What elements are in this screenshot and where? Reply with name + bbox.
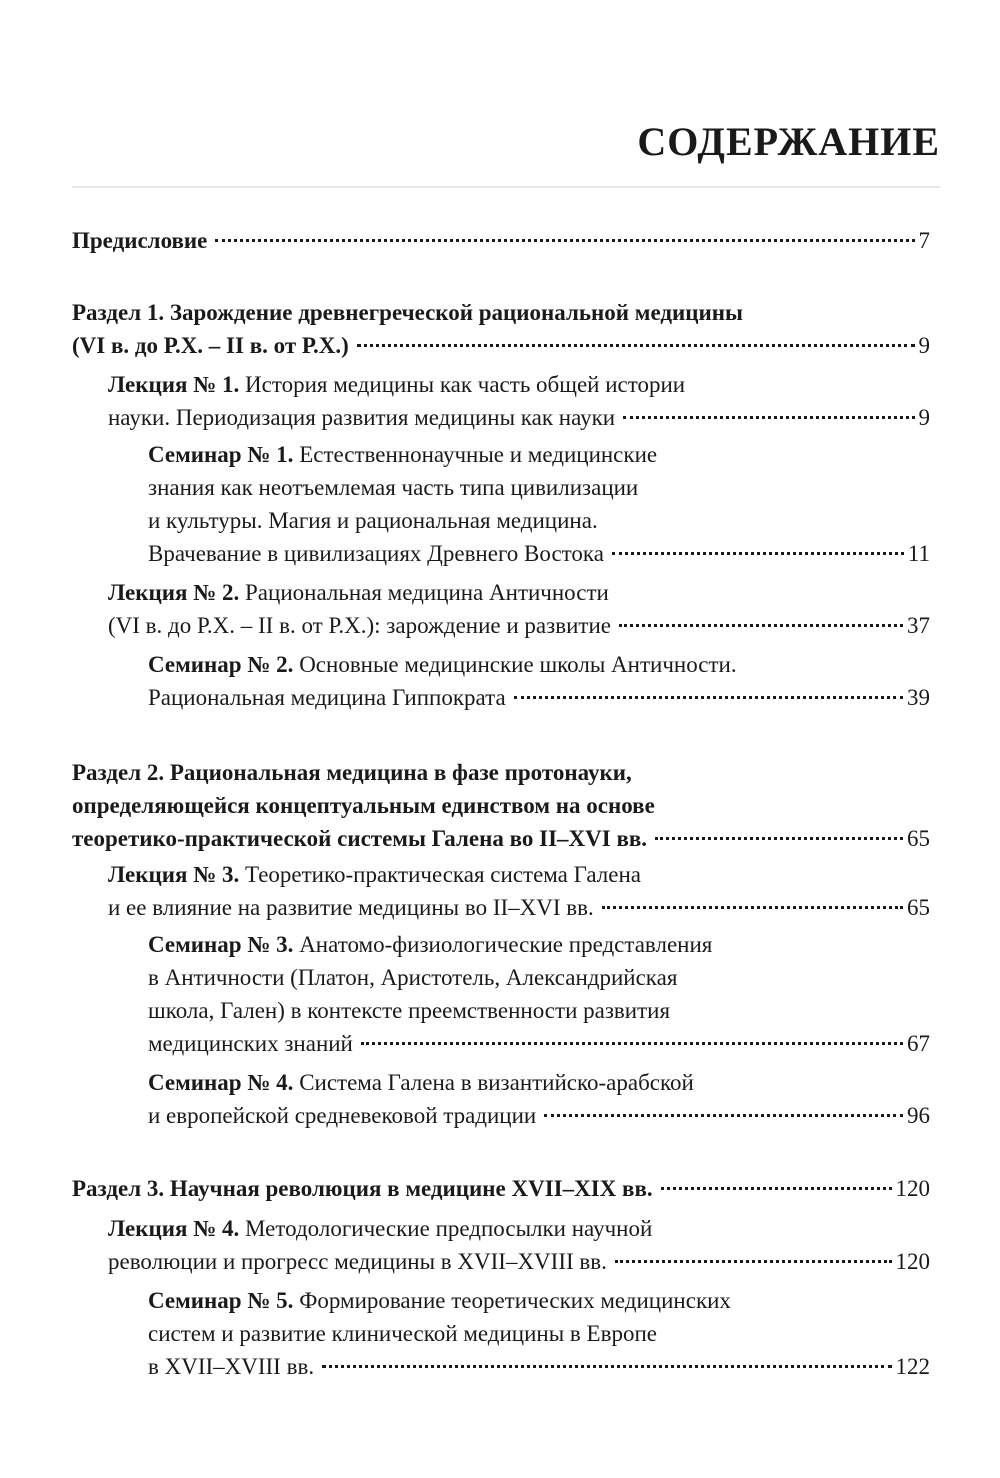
page-number: 65 <box>907 826 930 851</box>
toc-entry[interactable] <box>72 296 930 362</box>
page-number: 39 <box>907 685 930 710</box>
page-number: 7 <box>918 228 930 253</box>
toc-entry-line <box>148 1317 930 1350</box>
page-number: 96 <box>907 1103 930 1128</box>
toc-entry-line <box>148 1027 930 1060</box>
toc-entry-line <box>148 1350 930 1383</box>
page-number: 9 <box>918 333 930 358</box>
page-title: СОДЕРЖАНИЕ <box>637 119 940 164</box>
toc-entry[interactable] <box>148 648 930 714</box>
toc-entry-line <box>148 471 930 504</box>
toc-entry-text: (VI в. до Р.Х. – II в. от Р.Х.): зарождение и развитие <box>108 613 611 638</box>
toc-entry-text: (VI в. до Р.Х. – II в. от Р.Х.) <box>72 333 349 358</box>
dot-leader <box>357 344 915 347</box>
toc-entry-text: Предисловие <box>72 228 208 253</box>
toc-entry-text: и европейской средневековой традиции <box>148 1103 537 1128</box>
dot-leader <box>602 906 903 909</box>
toc-entry-label: Семинар № 5. <box>148 1288 294 1313</box>
dot-leader <box>655 837 903 840</box>
toc-entry-text: Врачевание в цивилизациях Древнего Востока <box>148 541 604 566</box>
toc-entry-line <box>108 368 930 401</box>
toc-entry[interactable] <box>148 1066 930 1132</box>
toc-entry-text: Семинар № 3. Анатомо-физиологические представления <box>148 932 713 957</box>
toc-entry-label: Лекция № 3. <box>108 862 240 887</box>
toc-entry-text: систем и развитие клинической медицины в Европе <box>148 1321 657 1346</box>
toc-entry-line <box>108 576 930 609</box>
toc-entry-line <box>148 438 930 471</box>
toc-entry[interactable] <box>148 1284 930 1383</box>
toc-entry-text: Лекция № 2. Рациональная медицина Античности <box>108 580 609 605</box>
toc-entry-text: Лекция № 3. Теоретико-практическая система Галена <box>108 862 641 887</box>
dot-leader <box>322 1365 891 1368</box>
toc-entry-line <box>72 329 930 362</box>
title-divider <box>72 186 940 188</box>
toc-entry-line <box>148 1284 930 1317</box>
toc-entry-text: Семинар № 1. Естественнонаучные и медицинские <box>148 442 658 467</box>
toc-entry[interactable] <box>108 576 930 642</box>
toc-entry[interactable] <box>108 858 930 924</box>
toc-entry-line <box>108 858 930 891</box>
dot-leader <box>615 1260 892 1263</box>
toc-entry-line <box>108 1245 930 1278</box>
toc-entry-text: Рациональная медицина Гиппократа <box>148 685 506 710</box>
page-number: 37 <box>907 613 930 638</box>
toc-entry-label: Семинар № 4. <box>148 1070 294 1095</box>
toc-entry-text: теоретико-практической системы Галена во II–XVI вв. <box>72 826 648 851</box>
toc-entry-line <box>148 928 930 961</box>
toc-entry-text: и ее влияние на развитие медицины во II–XVI вв. <box>108 895 594 920</box>
toc-entry-text: науки. Периодизация развития медицины как науки <box>108 405 616 430</box>
page-number: 9 <box>918 405 930 430</box>
toc-entry-line <box>72 224 930 257</box>
toc-entry[interactable] <box>148 928 930 1060</box>
toc-entry-line <box>72 1172 930 1205</box>
toc-entry-text: Семинар № 5. Формирование теоретических медицинских <box>148 1288 731 1313</box>
toc-entry[interactable] <box>148 438 930 570</box>
toc-entry-text: и культуры. Магия и рациональная медицина. <box>148 508 598 533</box>
toc-entry-line <box>148 681 930 714</box>
toc-entry-label: Лекция № 4. <box>108 1216 240 1241</box>
toc-entry-text: революции и прогресс медицины в XVII–XVIII вв. <box>108 1249 607 1274</box>
page-number: 67 <box>907 1031 930 1056</box>
toc-entry[interactable] <box>72 756 930 855</box>
toc-entry-label: Лекция № 2. <box>108 580 240 605</box>
toc-entry-label: Семинар № 2. <box>148 652 294 677</box>
dot-leader <box>623 416 914 419</box>
toc-entry-text: в XVII–XVIII вв. <box>148 1354 315 1379</box>
toc-entry-text: Лекция № 4. Методологические предпосылки научной <box>108 1216 653 1241</box>
toc-entry-label: Семинар № 3. <box>148 932 294 957</box>
toc-entry-text: Семинар № 2. Основные медицинские школы Античности. <box>148 652 737 677</box>
toc-entry-line <box>148 1066 930 1099</box>
toc-entry-text: Раздел 2. Рациональная медицина в фазе протонауки, <box>72 760 632 785</box>
toc-entry-line <box>148 961 930 994</box>
toc-entry-line <box>108 609 930 642</box>
toc-entry-text: Раздел 3. Научная революция в медицине XVII–XIX вв. <box>72 1176 653 1201</box>
toc-entry-line <box>148 504 930 537</box>
page-number: 11 <box>907 541 930 566</box>
toc-entry-text: определяющейся концептуальным единством на основе <box>72 793 655 818</box>
toc-entry-line <box>148 537 930 570</box>
toc-entry[interactable] <box>72 1172 930 1205</box>
dot-leader <box>612 552 904 555</box>
toc-entry-line <box>108 1212 930 1245</box>
toc-entry-line <box>148 994 930 1027</box>
toc-entry-text: медицинских знаний <box>148 1031 353 1056</box>
toc-entry[interactable] <box>108 1212 930 1278</box>
toc-entry-text: Лекция № 1. История медицины как часть общей истории <box>108 372 686 397</box>
page-number: 120 <box>895 1176 930 1201</box>
toc-entry-text: Раздел 1. Зарождение древнегреческой рациональной медицины <box>72 300 743 325</box>
dot-leader <box>361 1042 903 1045</box>
toc-entry-line <box>108 401 930 434</box>
toc-entry-line <box>148 1099 930 1132</box>
toc-entry-text: Семинар № 4. Система Галена в византийско-арабской <box>148 1070 694 1095</box>
dot-leader <box>544 1114 903 1117</box>
page-number: 122 <box>895 1354 930 1379</box>
toc-entry-text: школа, Гален) в контексте преемственности развития <box>148 998 671 1023</box>
toc-entry-line <box>72 789 930 822</box>
toc-entry-label: Семинар № 1. <box>148 442 294 467</box>
toc-entry-line <box>108 891 930 924</box>
toc-entry-text: в Античности (Платон, Аристотель, Александрийская <box>148 965 678 990</box>
page-number: 65 <box>907 895 930 920</box>
dot-leader <box>514 696 903 699</box>
toc-entry[interactable] <box>108 368 930 434</box>
toc-entry-line <box>148 648 930 681</box>
dot-leader <box>661 1187 892 1190</box>
toc-entry[interactable] <box>72 224 930 257</box>
toc-entry-line <box>72 822 930 855</box>
toc-entry-text: знания как неотъемлемая часть типа цивилизации <box>148 475 639 500</box>
toc-entry-label: Лекция № 1. <box>108 372 240 397</box>
dot-leader <box>619 624 903 627</box>
page-number: 120 <box>895 1249 930 1274</box>
toc-entry-line <box>72 296 930 329</box>
dot-leader <box>215 239 914 242</box>
toc-entry-line <box>72 756 930 789</box>
